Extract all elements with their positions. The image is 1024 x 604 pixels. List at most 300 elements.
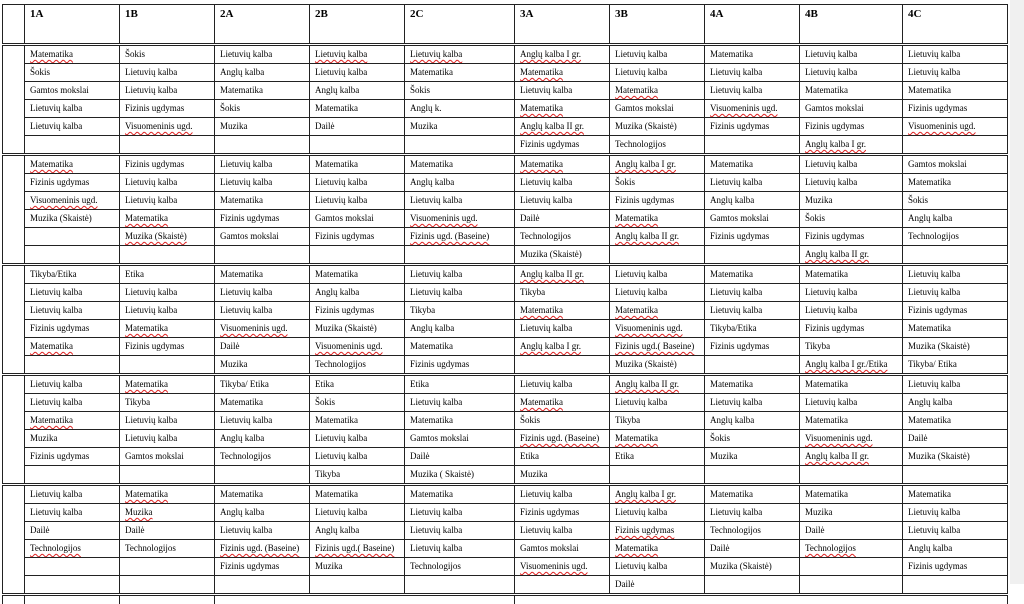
lesson-cell: Fizinis ugdymas	[610, 192, 705, 210]
lesson-cell: Lietuvių kalba	[405, 45, 515, 64]
lesson-cell: Lietuvių kalba	[610, 64, 705, 82]
lesson-cell: Matematika	[405, 485, 515, 504]
lesson-cell: Matematika	[610, 82, 705, 100]
lesson-cell: Lietuvių kalba	[610, 394, 705, 412]
lesson-cell: Anglų kalba I gr.	[610, 155, 705, 174]
lesson-cell: Muzika (Skaistė)	[705, 558, 800, 576]
lesson-cell: Lietuvių kalba	[903, 375, 1008, 394]
class-header: 4C	[903, 5, 1008, 45]
lesson-row	[3, 540, 1008, 558]
lesson-cell	[705, 246, 800, 265]
lesson-cell: Lietuvių kalba	[310, 192, 405, 210]
lesson-cell: Technologijos	[25, 540, 120, 558]
lesson-cell: Technologijos	[903, 228, 1008, 246]
lesson-row	[3, 45, 1008, 64]
lesson-cell: Lietuvių kalba	[610, 45, 705, 64]
lesson-cell: Anglų kalba	[903, 540, 1008, 558]
page-edge	[1010, 0, 1024, 584]
lesson-cell: Fizinis ugdymas	[215, 558, 310, 576]
lesson-cell: Anglų kalba	[405, 320, 515, 338]
lesson-cell: Lietuvių kalba	[800, 302, 903, 320]
lesson-cell: Fizinis ugdymas	[215, 210, 310, 228]
lesson-cell: Gamtos mokslai	[310, 210, 405, 228]
lesson-cell	[215, 246, 310, 265]
lesson-cell	[25, 246, 120, 265]
lesson-cell: Tikyba	[610, 412, 705, 430]
lesson-cell: Lietuvių kalba	[903, 45, 1008, 64]
lesson-cell: Fizinis ugdymas	[903, 558, 1008, 576]
lesson-cell: Lietuvių kalba	[120, 174, 215, 192]
lesson-cell: Muzika (Skaistė)	[120, 228, 215, 246]
lesson-cell: Fizinis ugdymas	[405, 356, 515, 375]
lesson-cell: Matematika	[120, 210, 215, 228]
lesson-row	[3, 394, 1008, 412]
lesson-cell: Matematika	[310, 100, 405, 118]
day-label	[3, 45, 25, 155]
lesson-cell	[405, 576, 515, 595]
lesson-cell: Etika	[310, 375, 405, 394]
lesson-cell: Matematika	[705, 265, 800, 284]
lesson-cell: Fizinis ugdymas	[120, 338, 215, 356]
lesson-cell: Lietuvių kalba	[515, 320, 610, 338]
lesson-cell: Lietuvių kalba	[903, 265, 1008, 284]
lesson-cell: Lietuvių kalba	[405, 394, 515, 412]
lesson-cell: Etika	[610, 448, 705, 466]
lesson-cell: Lietuvių kalba	[120, 192, 215, 210]
lesson-cell: Matematika	[215, 265, 310, 284]
lesson-cell: Lietuvių kalba	[800, 155, 903, 174]
lesson-cell: Visuomeninis ugd.	[903, 118, 1008, 136]
lesson-cell: Muzika	[25, 430, 120, 448]
lesson-cell: Lietuvių kalba	[705, 284, 800, 302]
lesson-cell: Dailė	[310, 118, 405, 136]
lesson-cell: Matematika	[405, 64, 515, 82]
lesson-cell	[215, 136, 310, 155]
lesson-cell: Lietuvių kalba	[120, 302, 215, 320]
timetable-body	[3, 45, 1008, 604]
lesson-cell: Matematika	[903, 82, 1008, 100]
lesson-cell: Visuomeninis ugd.	[610, 320, 705, 338]
lesson-cell: Lietuvių kalba	[120, 430, 215, 448]
lesson-cell: Lietuvių kalba	[405, 504, 515, 522]
lesson-cell: Gamtos mokslai	[25, 82, 120, 100]
lesson-cell: Matematika	[800, 265, 903, 284]
lesson-cell: Muzika	[405, 118, 515, 136]
lesson-cell	[903, 246, 1008, 265]
lesson-cell: Lietuvių kalba	[515, 485, 610, 504]
lesson-cell: Etika	[120, 265, 215, 284]
lesson-row	[3, 466, 1008, 485]
lesson-cell: Visuomeninis ugd.	[310, 338, 405, 356]
lesson-cell: Lietuvių kalba	[405, 284, 515, 302]
lesson-cell: Gamtos mokslai	[705, 210, 800, 228]
lesson-cell: Technologijos	[705, 522, 800, 540]
lesson-cell: Muzika	[215, 356, 310, 375]
lesson-cell	[25, 466, 120, 485]
lesson-cell: Fizinis ugdymas	[25, 174, 120, 192]
lesson-cell: Muzika	[800, 192, 903, 210]
lesson-cell: Šokis	[610, 174, 705, 192]
lesson-cell: Lietuvių kalba	[215, 155, 310, 174]
lesson-cell	[903, 576, 1008, 595]
lesson-cell: Matematika	[800, 412, 903, 430]
lesson-cell: Anglų kalba I gr.	[515, 338, 610, 356]
lesson-cell: Technologijos	[120, 540, 215, 558]
lesson-row	[3, 155, 1008, 174]
lesson-cell: Lietuvių kalba	[310, 45, 405, 64]
class-header: 3B	[610, 5, 705, 45]
lesson-cell: Gamtos mokslai	[120, 448, 215, 466]
lesson-cell: Matematika	[515, 394, 610, 412]
lesson-row	[3, 412, 1008, 430]
lesson-cell: Matematika	[800, 82, 903, 100]
lesson-cell: Anglų kalba I gr./Etika	[800, 356, 903, 375]
lesson-cell: Anglų kalba	[903, 210, 1008, 228]
lesson-row	[3, 430, 1008, 448]
lesson-cell	[310, 576, 405, 595]
lesson-cell: Visuomeninis ugd.	[120, 118, 215, 136]
lesson-cell: Matematika	[310, 155, 405, 174]
lesson-cell: Matematika	[25, 338, 120, 356]
lesson-cell: Gamtos mokslai	[903, 155, 1008, 174]
lesson-cell: Matematika	[800, 375, 903, 394]
lesson-cell: Šokis	[405, 82, 515, 100]
lesson-row	[3, 100, 1008, 118]
class-header: 1A	[25, 5, 120, 45]
lesson-cell	[25, 576, 120, 595]
lesson-row	[3, 265, 1008, 284]
lesson-cell: Matematika	[903, 412, 1008, 430]
lesson-cell	[310, 136, 405, 155]
lesson-cell: Muzika (Skaistė)	[610, 356, 705, 375]
lesson-row	[3, 118, 1008, 136]
lesson-cell: Lietuvių kalba	[405, 522, 515, 540]
class-header: 2C	[405, 5, 515, 45]
lesson-row	[3, 522, 1008, 540]
lesson-cell: Fizinis ugdymas	[800, 118, 903, 136]
lesson-cell: Fizinis ugdymas	[903, 100, 1008, 118]
lesson-cell: Lietuvių kalba	[25, 100, 120, 118]
lesson-cell: Lietuvių kalba	[610, 558, 705, 576]
lesson-cell	[705, 466, 800, 485]
lesson-cell: Fizinis ugdymas	[25, 448, 120, 466]
lesson-cell: Lietuvių kalba	[610, 504, 705, 522]
lesson-cell: Matematika	[800, 485, 903, 504]
lesson-cell: Lietuvių kalba	[310, 448, 405, 466]
lesson-cell: Muzika (Skaistė)	[310, 320, 405, 338]
lesson-cell: Dailė	[800, 522, 903, 540]
footer-row	[3, 595, 1008, 604]
lesson-cell: Technologijos	[215, 448, 310, 466]
lesson-cell: Fizinis ugdymas	[515, 136, 610, 155]
lesson-cell: Šokis	[800, 210, 903, 228]
lesson-cell: Technologijos	[610, 136, 705, 155]
lesson-cell: Lietuvių kalba	[705, 504, 800, 522]
timetable	[2, 4, 1008, 604]
class-header: 2A	[215, 5, 310, 45]
footer-cell	[3, 595, 25, 604]
lesson-cell: Matematika	[215, 82, 310, 100]
lesson-cell: Fizinis ugdymas	[25, 320, 120, 338]
lesson-cell	[705, 136, 800, 155]
lesson-cell: Matematika	[120, 375, 215, 394]
lesson-cell: Matematika	[610, 210, 705, 228]
class-header: 2B	[310, 5, 405, 45]
lesson-cell	[515, 576, 610, 595]
lesson-cell: Anglų kalba I gr.	[610, 485, 705, 504]
lesson-cell: Etika	[515, 448, 610, 466]
lesson-cell: Anglų kalba II gr.	[610, 375, 705, 394]
lesson-cell: Lietuvių kalba	[215, 302, 310, 320]
lesson-cell: Anglų kalba I gr.	[800, 136, 903, 155]
lesson-cell: Šokis	[120, 45, 215, 64]
lesson-cell: Technologijos	[515, 228, 610, 246]
lesson-cell	[120, 136, 215, 155]
lesson-cell: Fizinis ugdymas	[310, 228, 405, 246]
lesson-cell: Šokis	[25, 64, 120, 82]
lesson-cell: Šokis	[515, 412, 610, 430]
lesson-cell	[215, 576, 310, 595]
lesson-cell: Matematika	[310, 265, 405, 284]
lesson-cell: Lietuvių kalba	[25, 118, 120, 136]
lesson-cell: Dailė	[25, 522, 120, 540]
lesson-cell: Tikyba	[120, 394, 215, 412]
lesson-cell: Gamtos mokslai	[515, 540, 610, 558]
lesson-cell: Anglų kalba	[405, 174, 515, 192]
lesson-cell: Anglų kalba II gr.	[515, 118, 610, 136]
lesson-row	[3, 302, 1008, 320]
lesson-cell	[610, 246, 705, 265]
lesson-cell: Šokis	[705, 430, 800, 448]
lesson-cell: Visuomeninis ugd.	[405, 210, 515, 228]
lesson-cell	[610, 466, 705, 485]
lesson-cell: Lietuvių kalba	[705, 394, 800, 412]
lesson-row	[3, 356, 1008, 375]
lesson-cell: Lietuvių kalba	[705, 82, 800, 100]
lesson-cell: Fizinis ugd.( Baseine)	[310, 540, 405, 558]
lesson-cell	[800, 466, 903, 485]
lesson-cell	[405, 246, 515, 265]
footer-cell	[215, 595, 515, 604]
lesson-cell: Lietuvių kalba	[310, 430, 405, 448]
lesson-cell: Matematika	[705, 45, 800, 64]
lesson-cell: Matematika	[515, 100, 610, 118]
lesson-cell: Dailė	[120, 522, 215, 540]
footer-cell	[120, 595, 215, 604]
lesson-row	[3, 576, 1008, 595]
lesson-cell: Lietuvių kalba	[25, 302, 120, 320]
lesson-cell: Lietuvių kalba	[705, 302, 800, 320]
lesson-cell: Lietuvių kalba	[610, 284, 705, 302]
lesson-cell: Matematika	[215, 192, 310, 210]
lesson-cell: Tikyba	[405, 302, 515, 320]
lesson-cell: Fizinis ugd. (Baseine)	[215, 540, 310, 558]
lesson-cell: Dailė	[610, 576, 705, 595]
lesson-cell: Lietuvių kalba	[515, 192, 610, 210]
lesson-row	[3, 82, 1008, 100]
lesson-cell: Muzika	[705, 448, 800, 466]
lesson-cell: Dailė	[405, 448, 515, 466]
lesson-cell: Matematika	[705, 375, 800, 394]
lesson-cell: Anglų kalba	[903, 394, 1008, 412]
lesson-cell: Fizinis ugdymas	[120, 100, 215, 118]
lesson-cell: Matematika	[25, 412, 120, 430]
lesson-cell	[800, 558, 903, 576]
lesson-cell: Lietuvių kalba	[215, 522, 310, 540]
lesson-cell: Fizinis ugdymas	[705, 228, 800, 246]
lesson-cell: Lietuvių kalba	[215, 45, 310, 64]
lesson-cell: Lietuvių kalba	[800, 394, 903, 412]
lesson-cell	[120, 246, 215, 265]
lesson-row	[3, 192, 1008, 210]
lesson-cell: Lietuvių kalba	[800, 284, 903, 302]
lesson-cell: Anglų kalba	[310, 82, 405, 100]
lesson-row	[3, 210, 1008, 228]
lesson-cell: Anglų kalba II gr.	[800, 448, 903, 466]
lesson-cell: Lietuvių kalba	[903, 522, 1008, 540]
lesson-cell: Muzika (Skaistė)	[610, 118, 705, 136]
lesson-cell: Lietuvių kalba	[310, 64, 405, 82]
lesson-cell: Matematika	[705, 485, 800, 504]
lesson-row	[3, 136, 1008, 155]
lesson-cell	[25, 558, 120, 576]
lesson-cell: Fizinis ugdymas	[800, 228, 903, 246]
lesson-row	[3, 64, 1008, 82]
lesson-cell: Dailė	[903, 430, 1008, 448]
lesson-cell: Muzika	[215, 118, 310, 136]
lesson-row	[3, 338, 1008, 356]
lesson-row	[3, 174, 1008, 192]
lesson-cell	[120, 558, 215, 576]
lesson-cell: Matematika	[310, 412, 405, 430]
lesson-cell	[310, 246, 405, 265]
lesson-cell: Muzika	[800, 504, 903, 522]
lesson-cell: Lietuvių kalba	[215, 412, 310, 430]
lesson-cell: Tikyba	[310, 466, 405, 485]
day-label-text	[22, 182, 24, 237]
lesson-cell: Tikyba/ Etika	[215, 375, 310, 394]
lesson-cell: Lietuvių kalba	[310, 174, 405, 192]
lesson-cell: Visuomeninis ugd.	[25, 192, 120, 210]
lesson-row	[3, 246, 1008, 265]
lesson-cell: Matematika	[903, 320, 1008, 338]
lesson-cell: Anglų kalba I gr.	[515, 45, 610, 64]
lesson-cell: Fizinis ugdymas	[800, 320, 903, 338]
lesson-cell: Anglų kalba	[215, 504, 310, 522]
lesson-cell: Lietuvių kalba	[405, 265, 515, 284]
lesson-cell: Fizinis ugdymas	[310, 302, 405, 320]
lesson-cell: Tikyba/Etika	[25, 265, 120, 284]
lesson-cell: Technologijos	[800, 540, 903, 558]
lesson-cell: Tikyba/Etika	[705, 320, 800, 338]
lesson-cell: Anglų kalba	[705, 192, 800, 210]
lesson-cell	[515, 356, 610, 375]
lesson-cell: Lietuvių kalba	[215, 174, 310, 192]
lesson-cell: Anglų kalba	[705, 412, 800, 430]
day-label	[3, 155, 25, 265]
lesson-row	[3, 504, 1008, 522]
class-header: 4A	[705, 5, 800, 45]
lesson-cell: Anglų kalba	[310, 522, 405, 540]
lesson-cell: Technologijos	[405, 558, 515, 576]
lesson-cell: Lietuvių kalba	[215, 284, 310, 302]
lesson-row	[3, 228, 1008, 246]
lesson-cell	[800, 576, 903, 595]
lesson-cell: Lietuvių kalba	[120, 64, 215, 82]
lesson-cell: Matematika	[120, 320, 215, 338]
lesson-cell: Muzika	[310, 558, 405, 576]
lesson-cell	[25, 356, 120, 375]
lesson-cell: Šokis	[903, 192, 1008, 210]
lesson-cell: Anglų k.	[405, 100, 515, 118]
lesson-cell	[405, 136, 515, 155]
lesson-cell: Muzika ( Skaistė)	[405, 466, 515, 485]
lesson-cell: Muzika (Skaistė)	[903, 448, 1008, 466]
header-corner	[3, 5, 25, 45]
lesson-cell: Lietuvių kalba	[405, 192, 515, 210]
lesson-cell: Visuomeninis ugd.	[515, 558, 610, 576]
lesson-cell: Lietuvių kalba	[903, 284, 1008, 302]
lesson-cell: Lietuvių kalba	[515, 82, 610, 100]
lesson-row	[3, 558, 1008, 576]
lesson-cell: Muzika (Skaistė)	[515, 246, 610, 265]
lesson-cell: Muzika (Skaistė)	[25, 210, 120, 228]
lesson-cell	[705, 356, 800, 375]
lesson-cell: Lietuvių kalba	[903, 64, 1008, 82]
lesson-cell: Matematika	[610, 302, 705, 320]
lesson-cell: Matematika	[903, 174, 1008, 192]
footer-cell	[515, 595, 1008, 604]
lesson-cell: Matematika	[310, 485, 405, 504]
lesson-cell: Visuomeninis ugd.	[215, 320, 310, 338]
lesson-row	[3, 485, 1008, 504]
lesson-cell: Lietuvių kalba	[310, 504, 405, 522]
lesson-cell	[903, 466, 1008, 485]
lesson-cell: Tikyba	[515, 284, 610, 302]
lesson-cell: Lietuvių kalba	[120, 82, 215, 100]
day-label-text	[23, 71, 25, 128]
lesson-cell	[25, 136, 120, 155]
lesson-cell: Anglų kalba	[310, 284, 405, 302]
lesson-cell: Gamtos mokslai	[610, 100, 705, 118]
lesson-cell: Matematika	[610, 540, 705, 558]
lesson-cell: Lietuvių kalba	[903, 504, 1008, 522]
day-label	[3, 265, 25, 375]
lesson-cell: Dailė	[705, 540, 800, 558]
lesson-cell: Matematika	[25, 155, 120, 174]
lesson-cell	[120, 576, 215, 595]
lesson-cell: Matematika	[903, 485, 1008, 504]
lesson-cell: Muzika (Skaistė)	[903, 338, 1008, 356]
lesson-cell: Etika	[405, 375, 515, 394]
lesson-cell: Anglų kalba	[215, 64, 310, 82]
lesson-cell: Šokis	[310, 394, 405, 412]
lesson-cell: Lietuvių kalba	[705, 174, 800, 192]
lesson-cell: Lietuvių kalba	[405, 540, 515, 558]
lesson-cell	[120, 466, 215, 485]
lesson-cell: Muzika	[515, 466, 610, 485]
lesson-cell: Lietuvių kalba	[705, 64, 800, 82]
lesson-cell	[903, 136, 1008, 155]
lesson-cell: Gamtos mokslai	[405, 430, 515, 448]
lesson-cell: Matematika	[25, 45, 120, 64]
lesson-cell: Lietuvių kalba	[515, 522, 610, 540]
lesson-cell: Fizinis ugd. (Baseine)	[405, 228, 515, 246]
class-header: 3A	[515, 5, 610, 45]
lesson-cell: Lietuvių kalba	[25, 504, 120, 522]
lesson-cell: Fizinis ugdymas	[705, 118, 800, 136]
lesson-row	[3, 320, 1008, 338]
